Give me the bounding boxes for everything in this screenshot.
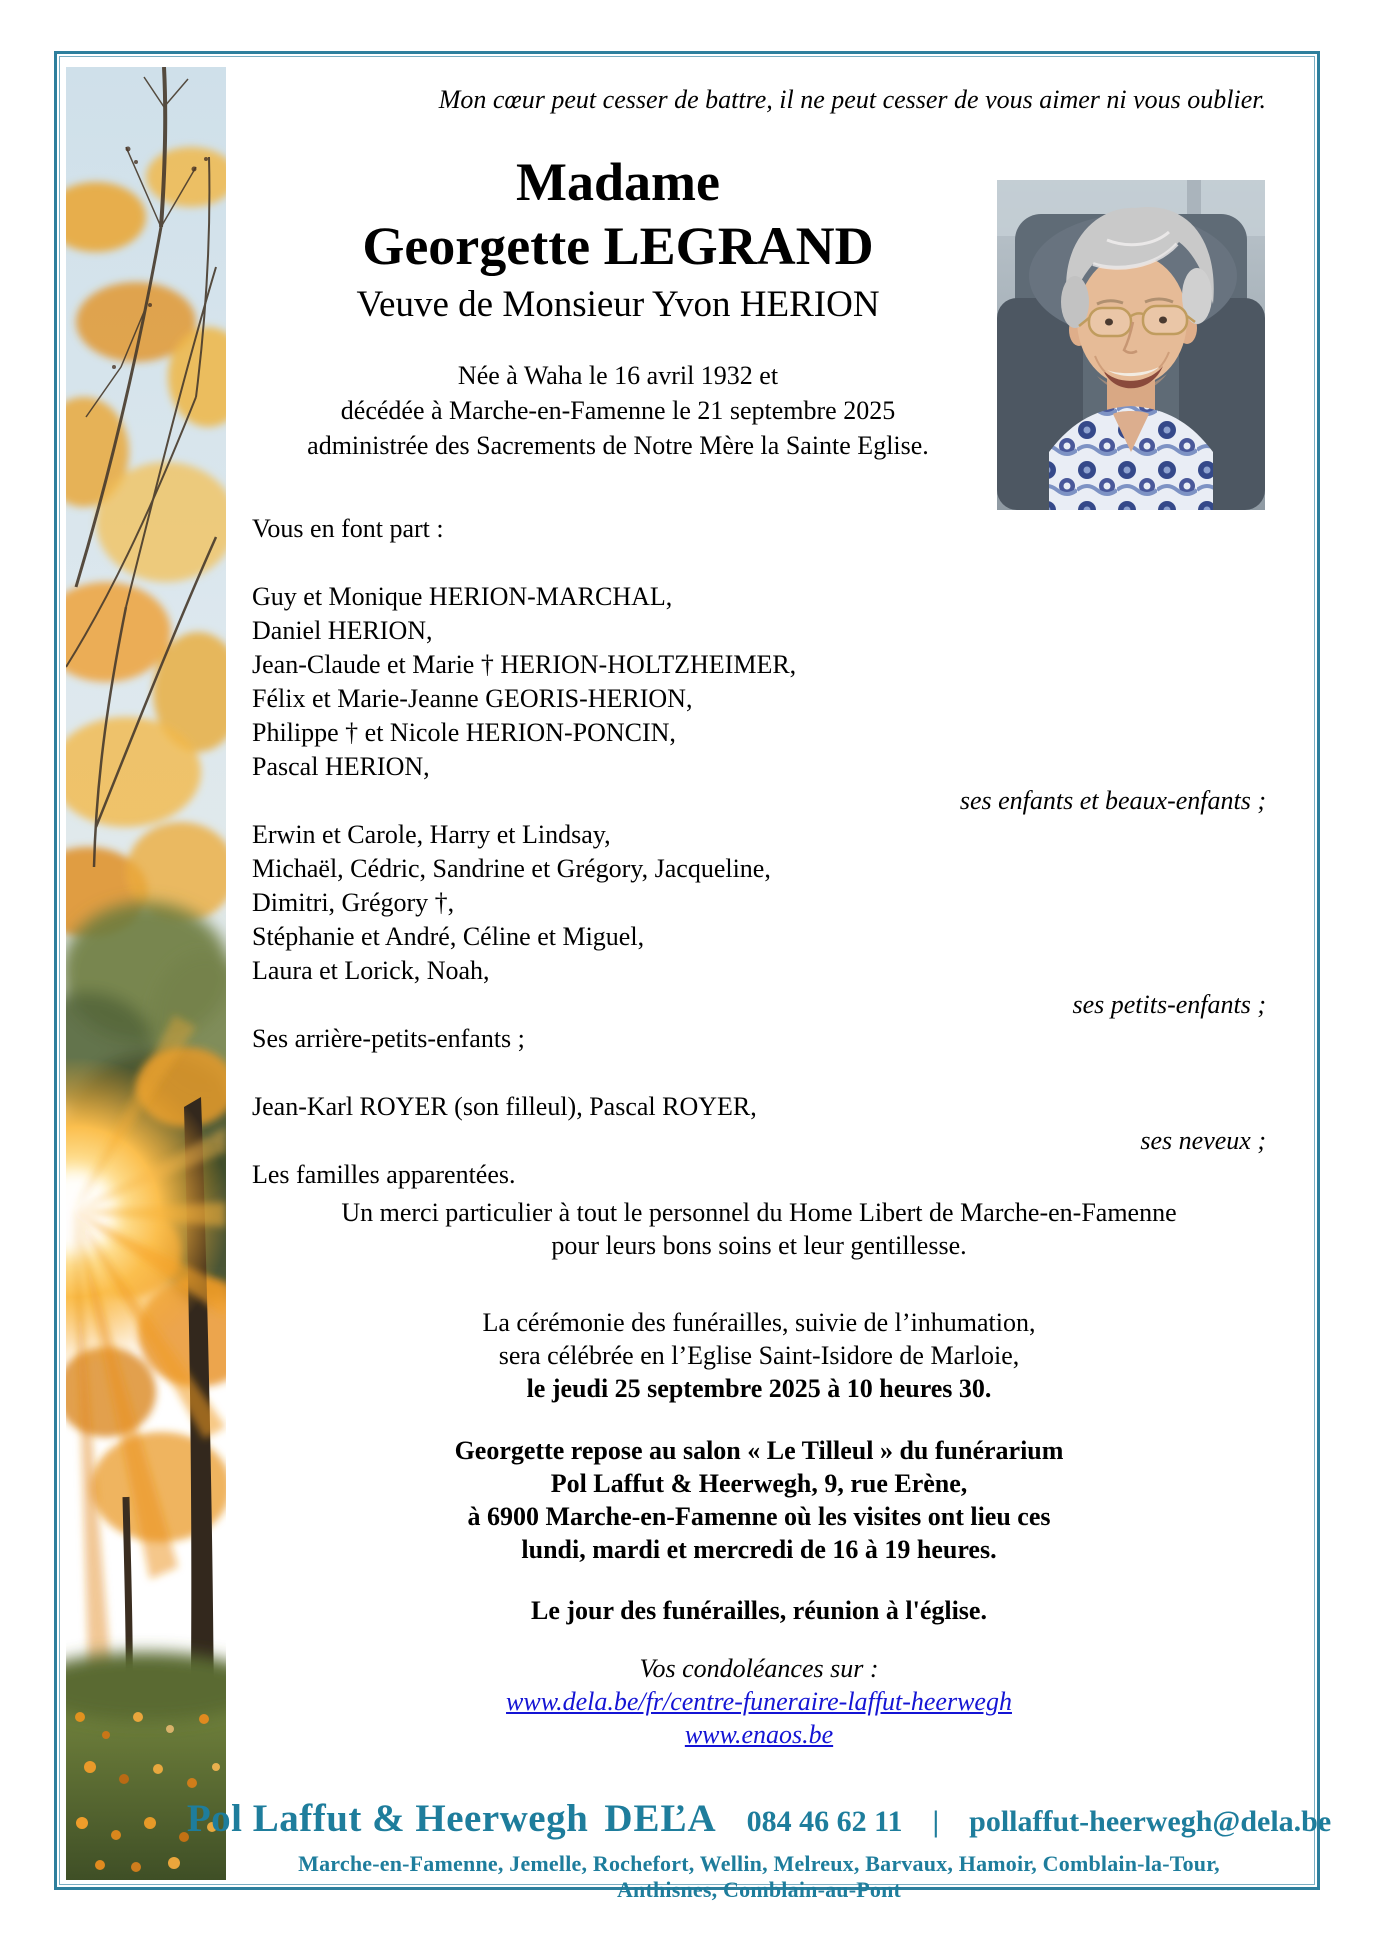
child-line: Pascal HERION, (252, 752, 430, 781)
deceased-name: Georgette LEGRAND (362, 216, 874, 276)
towns-list: Marche-en-Famenne, Jemelle, Rochefort, Wellin, Melreux, Barvaux, Hamoir, Comblain-la-Tour, Anthisnes, Comblain-au-Pont (298, 1851, 1220, 1902)
godsons-line: Jean-Karl ROYER (son filleul), Pascal ROYER, (252, 1092, 757, 1121)
condolences-label: Vos condoléances sur : (639, 1654, 879, 1683)
sacraments-line: administrée des Sacrements de Notre Mère la Sainte Eglise. (307, 431, 929, 460)
family-announcement (252, 512, 1266, 1192)
birth-line: Née à Waha le 16 avril 1932 et (457, 361, 779, 390)
title-madame: Madame (516, 152, 720, 212)
repose-line: Pol Laffut & Heerwegh, 9, rue Erène, (550, 1469, 968, 1498)
child-line: Félix et Marie-Jeanne GEORIS-HERION, (252, 684, 693, 713)
ceremony-block (252, 1306, 1266, 1405)
autumn-strip-photo (66, 67, 226, 1880)
godsons-label: ses neveux ; (1140, 1126, 1266, 1155)
families-line: Les familles apparentées. (252, 1160, 516, 1189)
great-grandchildren-line: Ses arrière-petits-enfants ; (252, 1024, 525, 1053)
memorial-quote: Mon cœur peut cesser de battre, il ne peut cesser de vous aimer ni vous oublier. (438, 85, 1266, 114)
contact-separator: | (932, 1805, 940, 1838)
autumn-strip-image (66, 67, 226, 1880)
child-line: Jean-Claude et Marie † HERION-HOLTZHEIMER, (252, 650, 797, 679)
death-line: décédée à Marche-en-Famenne le 21 septembre 2025 (340, 396, 896, 425)
condolence-link-dela[interactable]: www.dela.be/fr/centre-funeraire-laffut-heerwegh (506, 1687, 1012, 1716)
ceremony-line: La cérémonie des funérailles, suivie de l’inhumation, (482, 1308, 1036, 1337)
children-label: ses enfants et beaux-enfants ; (959, 786, 1266, 815)
grandchild-line: Erwin et Carole, Harry et Lindsay, (252, 820, 611, 849)
child-line: Philippe † et Nicole HERION-PONCIN, (252, 718, 676, 747)
ceremony-line: sera célébrée en l’Eglise Saint-Isidore de Marloie, (498, 1341, 1020, 1370)
repose-block (252, 1434, 1266, 1566)
grandchild-line: Stéphanie et André, Céline et Miguel, (252, 922, 645, 951)
grandchild-line: Laura et Lorick, Noah, (252, 956, 490, 985)
condolence-link-enaos[interactable]: www.enaos.be (684, 1720, 834, 1749)
portrait-photo (997, 180, 1265, 510)
grandchild-line: Dimitri, Grégory †, (252, 888, 455, 917)
repose-line: Georgette repose au salon « Le Tilleul » du funérarium (454, 1436, 1064, 1465)
thanks-line: Un merci particulier à tout le personnel du Home Libert de Marche-en-Famenne (341, 1198, 1177, 1227)
funeral-day-note: Le jour des funérailles, réunion à l'église. (531, 1596, 987, 1625)
grandchild-line: Michaël, Cédric, Sandrine et Grégory, Jacqueline, (252, 854, 771, 883)
brand-line (186, 1796, 1332, 1841)
brand-name: Pol Laffut & Heerwegh (186, 1797, 589, 1840)
email-address[interactable]: pollaffut-heerwegh@dela.be (969, 1805, 1332, 1838)
child-line: Guy et Monique HERION-MARCHAL, (252, 582, 673, 611)
ceremony-date-line: le jeudi 25 septembre 2025 à 10 heures 30. (526, 1374, 992, 1403)
title-block (252, 150, 984, 463)
thanks-line: pour leurs bons soins et leur gentillesse. (551, 1231, 967, 1260)
funeral-home-footer (186, 1796, 1332, 1903)
portrait-image (997, 180, 1265, 510)
grandchildren-label: ses petits-enfants ; (1072, 990, 1266, 1019)
thanks-block (252, 1196, 1266, 1262)
spacer (252, 546, 1266, 580)
repose-line: lundi, mardi et mercredi de 16 à 19 heures. (521, 1535, 997, 1564)
widow-subtitle: Veuve de Monsieur Yvon HERION (356, 284, 880, 325)
spacer (252, 1056, 1266, 1090)
child-line: Daniel HERION, (252, 616, 433, 645)
repose-line: à 6900 Marche-en-Famenne où les visites ont lieu ces (467, 1502, 1051, 1531)
dela-logo: DEĽA (604, 1797, 717, 1840)
intro-line: Vous en font part : (252, 514, 444, 543)
birth-death-block (252, 358, 984, 463)
phone-number: 084 46 62 11 (746, 1805, 903, 1838)
condolences-block (252, 1652, 1266, 1751)
